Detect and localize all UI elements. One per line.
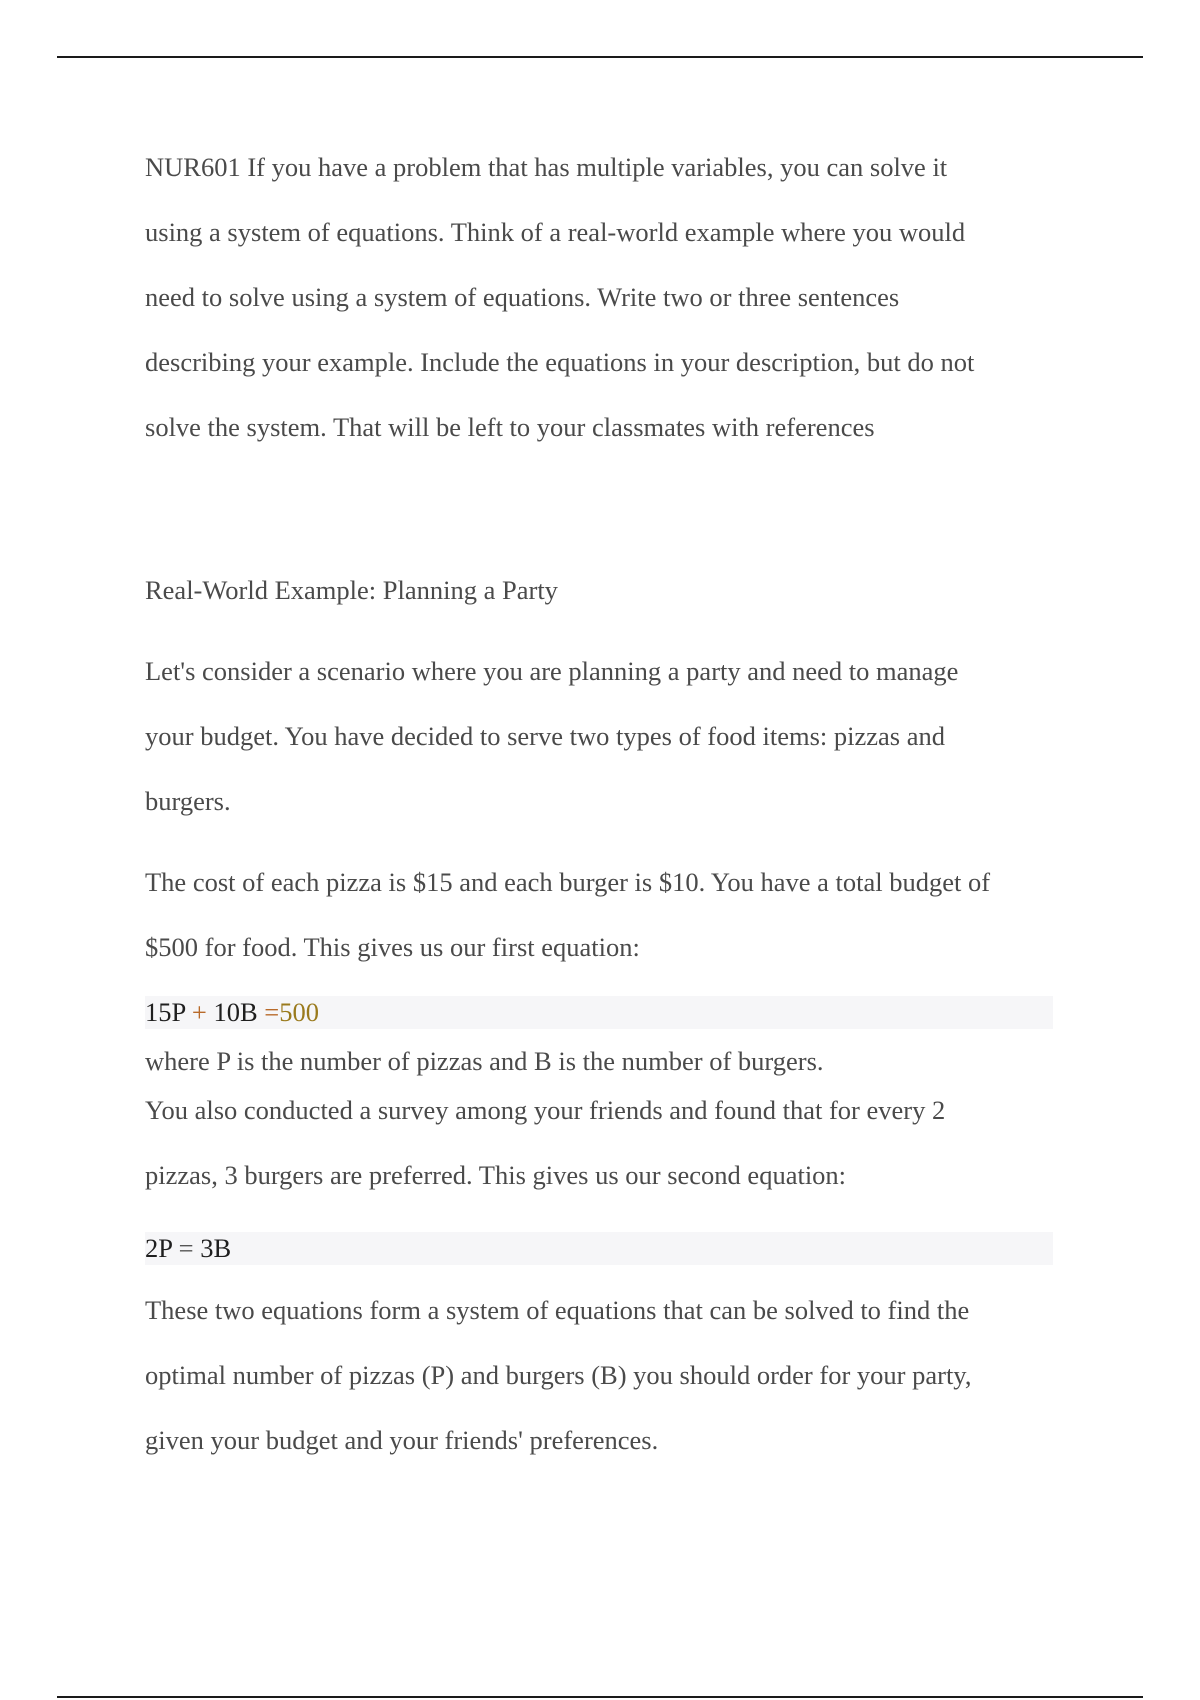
equation-operator: + xyxy=(191,997,207,1027)
conclusion-line: optimal number of pizzas (P) and burgers (B) you should order for your party, xyxy=(145,1360,972,1390)
costs-paragraph xyxy=(145,850,1065,980)
equation-budget xyxy=(145,996,1053,1029)
intro-line: solve the system. That will be left to your classmates with references xyxy=(145,412,875,442)
equation-term: 3B xyxy=(200,1233,232,1263)
bottom-rule xyxy=(57,1696,1143,1698)
equation-number: 500 xyxy=(279,997,319,1027)
equation-operator: = xyxy=(264,997,280,1027)
intro-line: describing your example. Include the equations in your description, but do not xyxy=(145,347,975,377)
document-body xyxy=(145,135,1065,1473)
equation-term: 15P xyxy=(145,997,186,1027)
equation-term: 2P xyxy=(145,1233,173,1263)
costs-line: The cost of each pizza is $15 and each burger is $10. You have a total budget of xyxy=(145,867,991,897)
scenario-line: burgers. xyxy=(145,786,231,816)
equation-preference xyxy=(145,1232,1053,1265)
scenario-paragraph xyxy=(145,639,1065,834)
variables-definition: where P is the number of pizzas and B is the number of burgers. xyxy=(145,1046,824,1076)
equation-term: 10B xyxy=(213,997,258,1027)
equation-operator: = xyxy=(178,1233,194,1263)
intro-line: using a system of equations. Think of a real-world example where you would xyxy=(145,217,966,247)
scenario-line: Let's consider a scenario where you are planning a party and need to manage xyxy=(145,656,959,686)
survey-line: You also conducted a survey among your friends and found that for every 2 xyxy=(145,1095,946,1125)
scenario-line: your budget. You have decided to serve two types of food items: pizzas and xyxy=(145,721,945,751)
conclusion-line: given your budget and your friends' preferences. xyxy=(145,1425,659,1455)
conclusion-paragraph xyxy=(145,1278,1065,1473)
intro-paragraph xyxy=(145,135,1065,460)
costs-line: $500 for food. This gives us our first equation: xyxy=(145,932,640,962)
top-rule xyxy=(57,56,1143,58)
survey-paragraph xyxy=(145,1078,1065,1208)
section-heading: Real-World Example: Planning a Party xyxy=(145,575,558,605)
intro-line: need to solve using a system of equations. Write two or three sentences xyxy=(145,282,900,312)
conclusion-line: These two equations form a system of equations that can be solved to find the xyxy=(145,1295,970,1325)
intro-line: NUR601 If you have a problem that has multiple variables, you can solve it xyxy=(145,152,948,182)
survey-line: pizzas, 3 burgers are preferred. This gives us our second equation: xyxy=(145,1160,847,1190)
